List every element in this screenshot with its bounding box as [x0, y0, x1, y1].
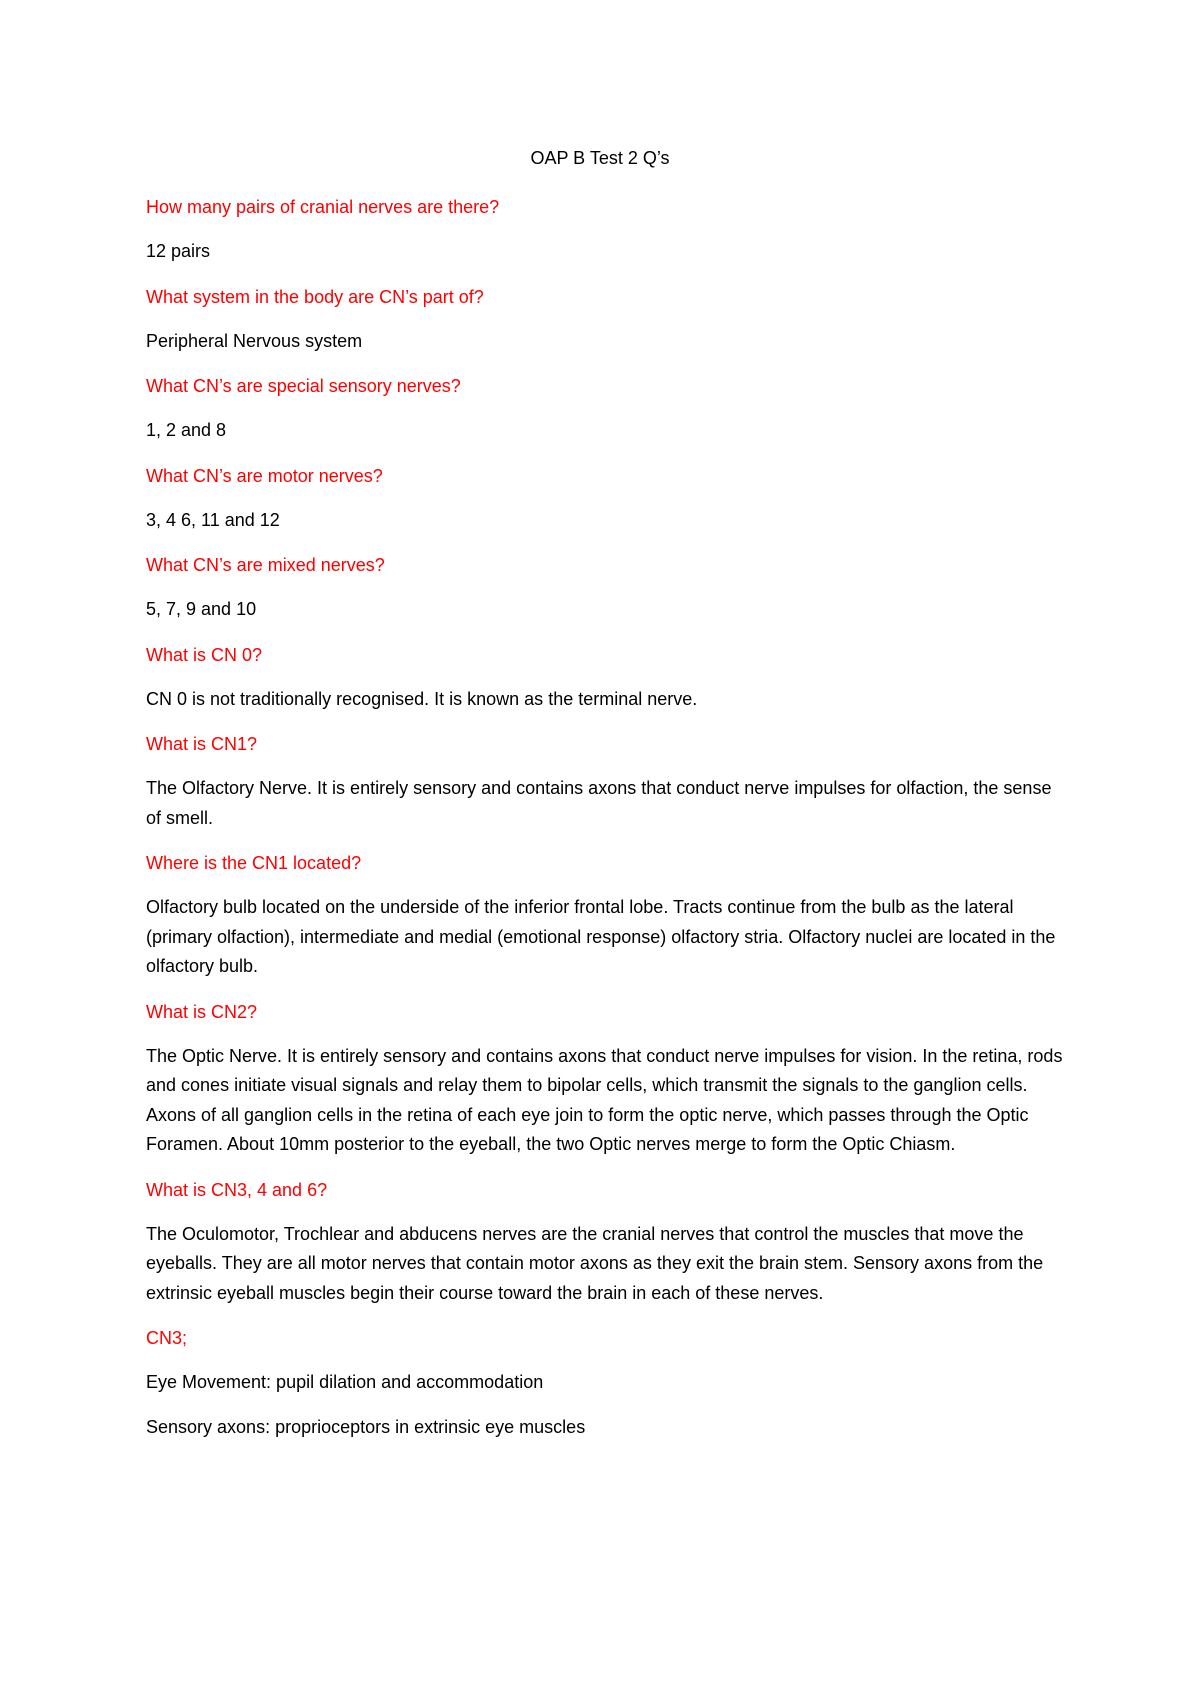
question-text: What is CN3, 4 and 6?	[146, 1179, 328, 1200]
question-text: What system in the body are CN’s part of?	[146, 286, 484, 307]
answer-text: Eye Movement: pupil dilation and accommodation	[146, 1372, 544, 1392]
answer-text: Peripheral Nervous system	[146, 330, 363, 351]
answer-text: 5, 7, 9 and 10	[146, 599, 257, 619]
question-text: What CN’s are motor nerves?	[146, 465, 383, 486]
question-text: CN3;	[146, 1328, 188, 1348]
question-text: What CN’s are special sensory nerves?	[146, 376, 461, 396]
page-title: OAP B Test 2 Q’s	[530, 148, 670, 168]
question-text: What is CN1?	[146, 734, 258, 754]
question-text: What is CN 0?	[146, 644, 263, 665]
answer-text: The Olfactory Nerve. It is entirely sensory and contains axons that conduct nerve impulses for olfaction, the sense of smell.	[146, 778, 1052, 828]
question-text: What is CN2?	[146, 1001, 258, 1022]
question-text: How many pairs of cranial nerves are there?	[146, 197, 500, 217]
answer-text: CN 0 is not traditionally recognised. It is known as the terminal nerve.	[146, 688, 698, 709]
question-text: Where is the CN1 located?	[146, 853, 362, 873]
answer-text: 12 pairs	[146, 241, 211, 261]
answer-text: Sensory axons: proprioceptors in extrinsic eye muscles	[146, 1416, 586, 1437]
qa-list	[146, 192, 1066, 1457]
answer-text: Olfactory bulb located on the underside of the inferior frontal lobe. Tracts continue from the bulb as the lateral (primary olfaction), intermediate and medial (emotional response) olfactory stria. Olfactory nuclei are located in the olfactory bulb.	[146, 897, 1056, 976]
answer-text: The Optic Nerve. It is entirely sensory and contains axons that conduct nerve impulses for vision. In the retina, rods and cones initiate visual signals and relay them to bipolar cells, which transmit the signals to the ganglion cells. Axons of all ganglion cells in the retina of each eye join to form the optic nerve, which passes through the Optic Foramen. About 10mm posterior to the eyeball, the two Optic nerves merge to form the Optic Chiasm.	[146, 1045, 1063, 1154]
answer-text: 3, 4 6, 11 and 12	[146, 509, 280, 530]
answer-text: The Oculomotor, Trochlear and abducens nerves are the cranial nerves that control the muscles that move the eyeballs. They are all motor nerves that contain motor axons as they exit the brain stem. Sensory axons from the extrinsic eyeball muscles begin their course toward the brain in each of these nerves.	[146, 1223, 1044, 1303]
answer-text: 1, 2 and 8	[146, 420, 227, 440]
question-text: What CN’s are mixed nerves?	[146, 555, 385, 575]
